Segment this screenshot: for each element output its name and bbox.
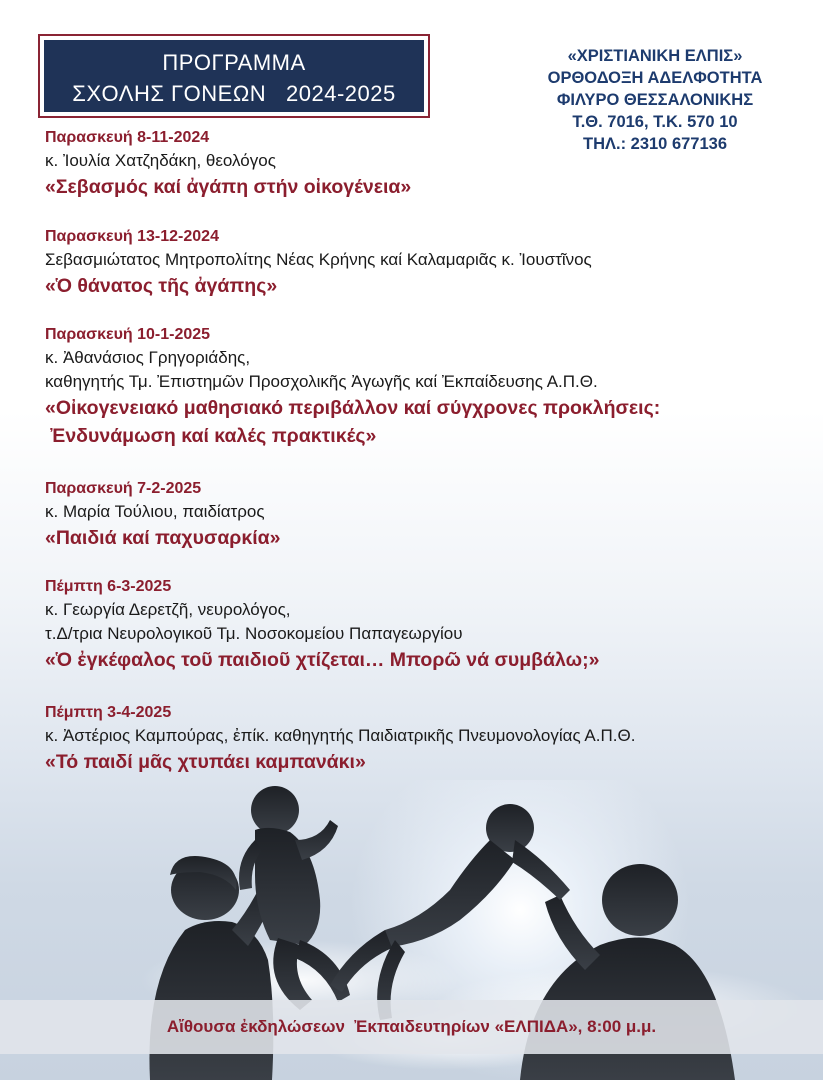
- event-topic: «Οἰκογενειακό μαθησιακό περιβάλλον καί σύγχρονες προκλήσεις:: [45, 397, 661, 419]
- org-phone: ΤΗΛ.: 2310 677136: [582, 135, 727, 153]
- event-3: [45, 324, 805, 450]
- event-topic: «Σεβασμός καί ἀγάπη στήν οἰκογένεια»: [45, 176, 412, 198]
- title-box: [38, 34, 430, 118]
- event-topic: «Παιδιά καί παχυσαρκία»: [45, 527, 281, 549]
- event-date: Παρασκευή 13-12-2024: [45, 228, 219, 245]
- event-speaker: κ. Γεωργία Δερετζῆ, νευρολόγος,: [45, 600, 291, 619]
- event-speaker: κ. Μαρία Τούλιου, παιδίατρος: [45, 502, 265, 521]
- event-1: [45, 127, 805, 201]
- org-name: «ΧΡΙΣΤΙΑΝΙΚΗ ΕΛΠΙΣ»: [567, 47, 743, 65]
- event-5: [45, 576, 805, 674]
- event-date: Πέμπτη 6-3-2025: [45, 578, 172, 595]
- event-speaker-affiliation: τ.Δ/τρια Νευρολογικοῦ Τμ. Νοσοκομείου Παπαγεωργίου: [45, 624, 463, 643]
- title-panel: [44, 40, 424, 112]
- event-speaker: κ. Ἰουλία Χατζηδάκη, θεολόγος: [45, 151, 276, 170]
- event-topic-continued: Ἐνδυνάμωση καί καλές πρακτικές»: [45, 425, 377, 447]
- event-6: [45, 702, 805, 776]
- event-4: [45, 478, 805, 552]
- org-type: ΟΡΘΟΔΟΞΗ ΑΔΕΛΦΟΤΗΤΑ: [547, 69, 763, 87]
- event-2: [45, 226, 805, 300]
- event-speaker: κ. Ἀθανάσιος Γρηγοριάδης,: [45, 348, 251, 367]
- title-line-2: ΣΧΟΛΗΣ ΓΟΝΕΩΝ 2024-2025: [72, 81, 396, 106]
- event-speaker: Σεβασμιώτατος Μητροπολίτης Νέας Κρήνης καί Καλαμαριᾶς κ. Ἰουστῖνος: [45, 250, 592, 269]
- event-speaker: κ. Ἀστέριος Καμπούρας, ἐπίκ. καθηγητής Παιδιατρικῆς Πνευμονολογίας Α.Π.Θ.: [45, 726, 636, 745]
- venue-footer: Αἴθουσα ἐκδηλώσεων Ἐκπαιδευτηρίων «ΕΛΠΙΔΑ», 8:00 μ.μ.: [0, 1000, 823, 1054]
- event-date: Παρασκευή 10-1-2025: [45, 326, 211, 343]
- event-date: Πέμπτη 3-4-2025: [45, 704, 172, 721]
- title-line-1: ΠΡΟΓΡΑΜΜΑ: [162, 50, 306, 75]
- event-date: Παρασκευή 7-2-2025: [45, 480, 202, 497]
- org-postal: Τ.Θ. 7016, Τ.Κ. 570 10: [572, 113, 738, 131]
- event-topic: «Ὁ θάνατος τῆς ἀγάπης»: [45, 275, 278, 297]
- event-speaker-affiliation: καθηγητής Τμ. Ἐπιστημῶν Προσχολικῆς Ἀγωγῆς καί Ἐκπαίδευσης Α.Π.Θ.: [45, 372, 598, 391]
- event-topic: «Ὁ ἐγκέφαλος τοῦ παιδιοῦ χτίζεται… Μπορῶ νά συμβάλω;»: [45, 649, 600, 671]
- org-location: ΦΙΛΥΡΟ ΘΕΣΣΑΛΟΝΙΚΗΣ: [556, 91, 754, 109]
- event-topic: «Τό παιδί μᾶς χτυπάει καμπανάκι»: [45, 751, 366, 773]
- event-date: Παρασκευή 8-11-2024: [45, 129, 210, 146]
